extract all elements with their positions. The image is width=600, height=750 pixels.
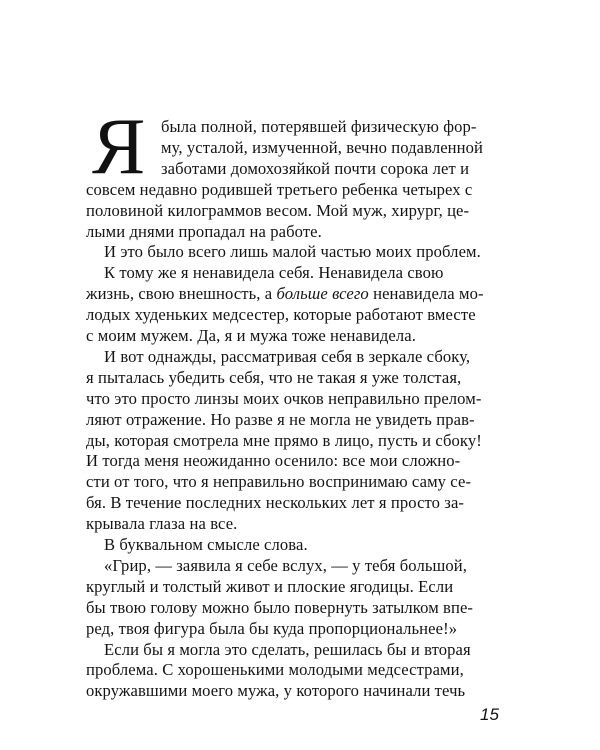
text-segment: ненавидела мо-: [368, 284, 484, 303]
text-line: половиной килограммов весом. Мой муж, хирург, це-: [86, 201, 470, 220]
text-line: И вот однажды, рассматривая себя в зеркале сбоку,: [104, 347, 471, 366]
text-line: Если бы я могла это сделать, решилась бы и вторая: [104, 640, 471, 659]
text-line: И тогда меня неожиданно осенило: все мои сложно-: [86, 451, 461, 470]
text-line: лыми днями пропадал на работе.: [86, 222, 322, 241]
text-line: ляют отражение. Но разве я не могла не увидеть прав-: [86, 410, 475, 429]
text-line: с моим мужем. Да, я и мужа тоже ненавидела.: [86, 326, 416, 345]
text-line: бы твою голову можно было повернуть затылком впе-: [86, 598, 474, 617]
text-line: что это просто линзы моих очков неправильно прелом-: [86, 389, 482, 408]
page-number: 15: [480, 705, 499, 724]
text-line: В буквальном смысле слова.: [104, 535, 308, 554]
text-line: лодых худеньких медсестер, которые работают вместе: [86, 305, 476, 324]
text-line: бя. В течение последних нескольких лет я просто за-: [86, 493, 465, 512]
text-line: я пыталась убедить себя, что не такая я уже толстая,: [86, 368, 462, 387]
text-segment: жизнь, свою внешность, а: [86, 284, 277, 303]
text-line: И это было всего лишь малой частью моих проблем.: [104, 242, 481, 261]
text-line: К тому же я ненавидела себя. Ненавидела свою: [104, 263, 444, 282]
drop-cap: Я: [92, 103, 146, 191]
text-line: была полной, потерявшей физическую фор-: [161, 117, 477, 136]
text-line: совсем недавно родившей третьего ребенка четырех с: [86, 180, 473, 199]
text-line: крывала глаза на все.: [86, 514, 238, 533]
text-line: ред, твоя фигура была бы куда пропорциональнее!»: [86, 619, 458, 638]
text-line: му, усталой, измученной, вечно подавленной: [161, 138, 484, 157]
text-line: проблема. С хорошенькими молодыми медсестрами,: [86, 660, 464, 679]
text-line: «Грир, — заявила я себе вслух, — у тебя большой,: [104, 556, 468, 575]
text-line: сти от того, что я неправильно воспринимаю саму се-: [86, 472, 472, 491]
text-line: круглый и толстый живот и плоские ягодицы. Если: [86, 577, 454, 596]
text-line: заботами домохозяйкой почти сорока лет и: [161, 159, 470, 178]
text-line: окружавшими моего мужа, у которого начинали течь: [86, 681, 466, 700]
text-line-mixed: [86, 284, 484, 305]
text-line: ды, которая смотрела мне прямо в лицо, пусть и сбоку!: [86, 431, 482, 450]
emphasis-text: больше всего: [276, 284, 369, 303]
